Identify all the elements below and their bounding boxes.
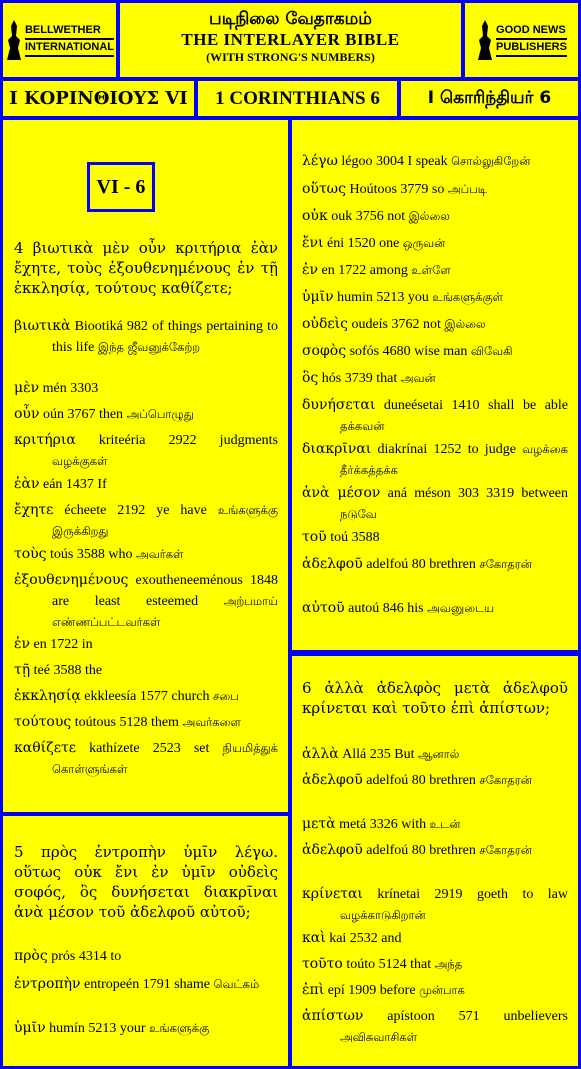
word-entry: [302, 884, 568, 926]
header-english: [198, 81, 397, 116]
transliteration-meaning: prós 4314 to: [51, 949, 122, 964]
header-greek: [3, 81, 194, 116]
transliteration-meaning: humin 5213 you: [337, 290, 429, 305]
transliteration-meaning: ekkleesía 1577 church: [84, 689, 210, 704]
header-tamil-text: I கொரிந்தியர் 6: [427, 87, 552, 108]
tamil-meaning: உள்ளே: [411, 263, 451, 277]
word-entry: [302, 744, 568, 765]
title-main: THE INTERLAYER BIBLE: [181, 30, 400, 49]
transliteration-meaning: humín 5213 your: [49, 1021, 146, 1036]
word-entry: [302, 928, 568, 949]
word-entry: [14, 316, 278, 358]
word-entry: [302, 554, 568, 575]
bellwether-logo-icon: [5, 18, 23, 62]
greek-word: ἐν: [302, 262, 319, 278]
tamil-meaning: வழக்கை தீர்க்கத்தக்க: [340, 442, 568, 477]
transliteration-meaning: kriteéria 2922 judgments: [98, 433, 279, 448]
transliteration-meaning: Biootiká 982 of things pertaining to this life: [52, 319, 279, 355]
greek-word: ἀπίστων: [302, 1008, 364, 1024]
greek-word: βιωτικὰ: [14, 318, 71, 334]
greek-word: μὲν: [14, 380, 40, 396]
greek-word: δυνήσεται: [302, 397, 376, 413]
verse6-text: 6 ἀλλὰ ἀδελφὸς μετὰ ἀδελφοῦ κρίνεται καὶ τοῦτο ἐπὶ ἀπίστων;: [302, 679, 568, 717]
transliteration-meaning: adelfoú 80 brethren: [366, 557, 476, 572]
word-entry: [14, 660, 278, 681]
greek-word: αὐτοῦ: [302, 600, 345, 616]
transliteration-meaning: teé 3588 the: [33, 663, 103, 678]
tamil-meaning: உங்களுக்கு: [149, 1021, 210, 1035]
transliteration-meaning: en 1722 in: [33, 637, 93, 652]
transliteration-meaning: écheete 2192 ye have: [64, 503, 207, 518]
word-entry: [302, 483, 568, 525]
word-entry: [302, 770, 568, 791]
good-news-logo-icon: [476, 18, 494, 62]
greek-word: σοφὸς: [302, 343, 347, 359]
transliteration-meaning: hós 3739 that: [321, 371, 398, 386]
transliteration-meaning: sofós 4680 wise man: [349, 344, 468, 359]
logo-right-line1: GOOD NEWS: [496, 23, 567, 40]
word-entry: [302, 598, 568, 619]
greek-word: οὐκ: [302, 208, 328, 224]
transliteration-meaning: aná méson 303 3319 between: [387, 486, 569, 501]
word-entry: [14, 378, 278, 399]
greek-word: ἐντροπὴν: [14, 976, 81, 992]
word-entry: [14, 634, 278, 655]
logo-left: [3, 3, 116, 77]
greek-word: μετὰ: [302, 816, 336, 832]
verse6-column: [302, 678, 568, 1062]
greek-word: τῇ: [14, 662, 31, 678]
greek-word: ἔνι: [302, 235, 324, 251]
transliteration-meaning: toúto 5124 that: [346, 957, 432, 972]
tamil-meaning: அவன்: [400, 371, 436, 385]
word-entry: [302, 980, 568, 1001]
word-entry: [302, 341, 568, 362]
transliteration-meaning: adelfoú 80 brethren: [366, 773, 476, 788]
tamil-meaning: சபை: [212, 689, 239, 703]
transliteration-meaning: toútous 5128 them: [74, 715, 179, 730]
word-entry: [302, 527, 568, 548]
greek-word: ἔχητε: [14, 502, 54, 518]
header-tamil: [401, 81, 578, 116]
tamil-meaning: தக்கவன்: [340, 419, 385, 433]
word-entry: [302, 233, 568, 254]
greek-word: ἐξουθενημένους: [14, 572, 129, 588]
greek-word: ἀδελφοῦ: [302, 842, 363, 858]
tamil-meaning: சொல்லுகிறேன்: [451, 154, 531, 168]
greek-word: κριτήρια: [14, 432, 76, 448]
word-entry: [302, 1006, 568, 1048]
tamil-meaning: வழக்குகள்: [52, 454, 108, 468]
greek-word: πρὸς: [14, 948, 48, 964]
greek-word: οὖν: [14, 406, 40, 422]
verse4-text: 4 βιωτικὰ μὲν οὖν κριτήρια ἐὰν ἔχητε, τοὺς ἐξουθενημένους ἐν τῇ ἐκκλησίᾳ, τούτους καθίζετε;: [14, 239, 278, 297]
tamil-meaning: வழக்காடுகிறான்: [340, 908, 426, 922]
word-entry: [14, 404, 278, 425]
logo-left-line1: BELLWETHER: [25, 23, 114, 40]
transliteration-meaning: oún 3767 then: [42, 407, 124, 422]
transliteration-meaning: eán 1437 If: [42, 477, 107, 492]
word-entry: [302, 179, 568, 200]
title-sub: (WITH STRONG'S NUMBERS): [206, 50, 375, 64]
greek-word: ὃς: [302, 370, 319, 386]
tamil-meaning: அந்த: [434, 957, 463, 971]
greek-word: καθίζετε: [14, 740, 76, 756]
tamil-meaning: இல்லை: [444, 317, 486, 331]
tamil-meaning: அப்படி: [447, 182, 487, 196]
greek-word: τοῦτο: [302, 956, 343, 972]
greek-word: τοὺς: [14, 546, 47, 562]
chapter-label: [87, 162, 155, 212]
transliteration-meaning: ouk 3756 not: [331, 209, 406, 224]
word-entry: [14, 474, 278, 495]
greek-word: ἀδελφοῦ: [302, 556, 363, 572]
tamil-meaning: சகோதரன்: [479, 557, 532, 571]
greek-word: ἀνὰ μέσον: [302, 485, 381, 501]
transliteration-meaning: légoo 3004 I speak: [341, 154, 448, 169]
logo-left-line2: INTERNATIONAL: [25, 40, 114, 57]
tamil-meaning: சகோதரன்: [479, 773, 532, 787]
greek-word: ὑμῖν: [302, 289, 334, 305]
word-entry: [302, 439, 568, 481]
tamil-meaning: சகோதரன்: [479, 843, 532, 857]
word-entry: [302, 287, 568, 308]
word-entry: [302, 260, 568, 281]
greek-word: ἀλλὰ: [302, 746, 339, 762]
greek-word: ἀδελφοῦ: [302, 772, 363, 788]
greek-word: ἐὰν: [14, 476, 40, 492]
word-entry: [14, 570, 278, 633]
tamil-meaning: நடுவே: [340, 507, 377, 521]
transliteration-meaning: toús 3588 who: [50, 547, 133, 562]
tamil-meaning: அவர்களை: [182, 715, 241, 729]
word-entry: [14, 738, 278, 780]
word-entry: [302, 151, 568, 172]
greek-word: οὐδεὶς: [302, 316, 348, 332]
word-entry: [302, 814, 568, 835]
tamil-meaning: நியமித்துக் கொள்ளுங்கள்: [52, 741, 279, 776]
word-entry: [14, 946, 278, 967]
transliteration-meaning: autoú 846 his: [348, 601, 424, 616]
greek-word: τούτους: [14, 714, 72, 730]
header-english-text: 1 CORINTHIANS 6: [215, 87, 380, 109]
tamil-meaning: வெட்கம்: [213, 977, 260, 991]
transliteration-meaning: metá 3326 with: [339, 817, 427, 832]
word-entry: [14, 544, 278, 565]
greek-word: λέγω: [302, 153, 338, 169]
word-entry: [302, 314, 568, 335]
greek-word: καὶ: [302, 930, 326, 946]
word-entry: [302, 954, 568, 975]
transliteration-meaning: mén 3303: [42, 381, 99, 396]
transliteration-meaning: apístoon 571 unbelievers: [387, 1009, 568, 1024]
logo-right-line2: PUBLISHERS: [496, 40, 567, 57]
tamil-meaning: ஒருவன்: [402, 236, 446, 250]
tamil-meaning: அற்பமாய் எண்ணப்பட்டவர்கள்: [52, 594, 278, 629]
transliteration-meaning: epí 1909 before: [327, 983, 416, 998]
word-entry: [302, 206, 568, 227]
tamil-meaning: உங்களுக்கு இருக்கிறது: [52, 503, 279, 538]
tamil-meaning: உடன்: [429, 817, 461, 831]
word-entry: [14, 430, 278, 472]
transliteration-meaning: duneésetai 1410 shall be able: [383, 398, 569, 413]
transliteration-meaning: kai 2532 and: [329, 931, 402, 946]
word-entry: [302, 840, 568, 861]
transliteration-meaning: diakrínai 1252 to judge: [377, 442, 516, 457]
word-entry: [302, 395, 568, 437]
greek-word: κρίνεται: [302, 886, 363, 902]
tamil-meaning: முன்பாக: [419, 983, 465, 997]
word-entry: [302, 368, 568, 389]
word-entry: [14, 712, 278, 733]
verse5-words-column: [302, 151, 568, 646]
transliteration-meaning: Hoútoos 3779 so: [349, 182, 445, 197]
word-entry: [14, 974, 278, 995]
tamil-meaning: இல்லை: [408, 209, 450, 223]
tamil-meaning: உங்களுக்குள்: [432, 290, 503, 304]
transliteration-meaning: exoutheneeménous 1848 are least esteemed: [52, 573, 278, 609]
greek-word: ἐκκλησίᾳ: [14, 688, 81, 704]
tamil-meaning: ஆனால்: [418, 747, 460, 761]
word-entry: [14, 686, 278, 707]
title-tamil: படிநிலை வேதாகமம்: [209, 9, 372, 29]
transliteration-meaning: oudeís 3762 not: [351, 317, 441, 332]
greek-word: τοῦ: [302, 529, 327, 545]
tamil-meaning: அவர்கள்: [135, 547, 184, 561]
greek-word: ὑμῖν: [14, 1020, 46, 1036]
verse5-text: 5 πρὸς ἐντροπὴν ὑμῖν λέγω. οὕτως οὐκ ἔνι ἐν ὑμῖν οὐδεὶς σοφός, ὃς δυνήσεται διακρῖναι ἀνὰ μέσον τοῦ ἀδελφοῦ αὐτοῦ;: [14, 843, 278, 921]
tamil-meaning: அவிசுவாசிகள்: [340, 1030, 418, 1044]
transliteration-meaning: entropeén 1791 shame: [84, 977, 210, 992]
tamil-meaning: இந்த ஜீவனுக்கேற்ற: [97, 340, 201, 354]
greek-word: ἐν: [14, 636, 31, 652]
greek-word: διακρῖναι: [302, 441, 372, 457]
verse4-column: [14, 238, 278, 808]
tamil-meaning: அவனுடைய: [427, 601, 495, 615]
tamil-meaning: அப்பொழுது: [126, 407, 194, 421]
transliteration-meaning: éni 1520 one: [327, 236, 400, 251]
title-panel: [120, 3, 461, 77]
tamil-meaning: விவேகி: [470, 344, 513, 358]
chapter-label-text: VI - 6: [96, 175, 146, 198]
logo-right: [465, 3, 578, 77]
word-entry: [14, 500, 278, 542]
greek-word: ἐπὶ: [302, 982, 325, 998]
transliteration-meaning: kathízete 2523 set: [89, 741, 210, 756]
transliteration-meaning: adelfoú 80 brethren: [366, 843, 476, 858]
transliteration-meaning: toú 3588: [330, 530, 380, 545]
transliteration-meaning: en 1722 among: [321, 263, 408, 278]
transliteration-meaning: krínetai 2919 goeth to law: [377, 887, 568, 902]
word-entry: [14, 1018, 278, 1039]
verse5-column: [14, 842, 278, 1062]
header-greek-text: Ι ΚΟΡΙΝΘΙΟΥΣ VI: [9, 88, 188, 109]
greek-word: οὕτως: [302, 181, 346, 197]
transliteration-meaning: Allá 235 But: [342, 747, 415, 762]
